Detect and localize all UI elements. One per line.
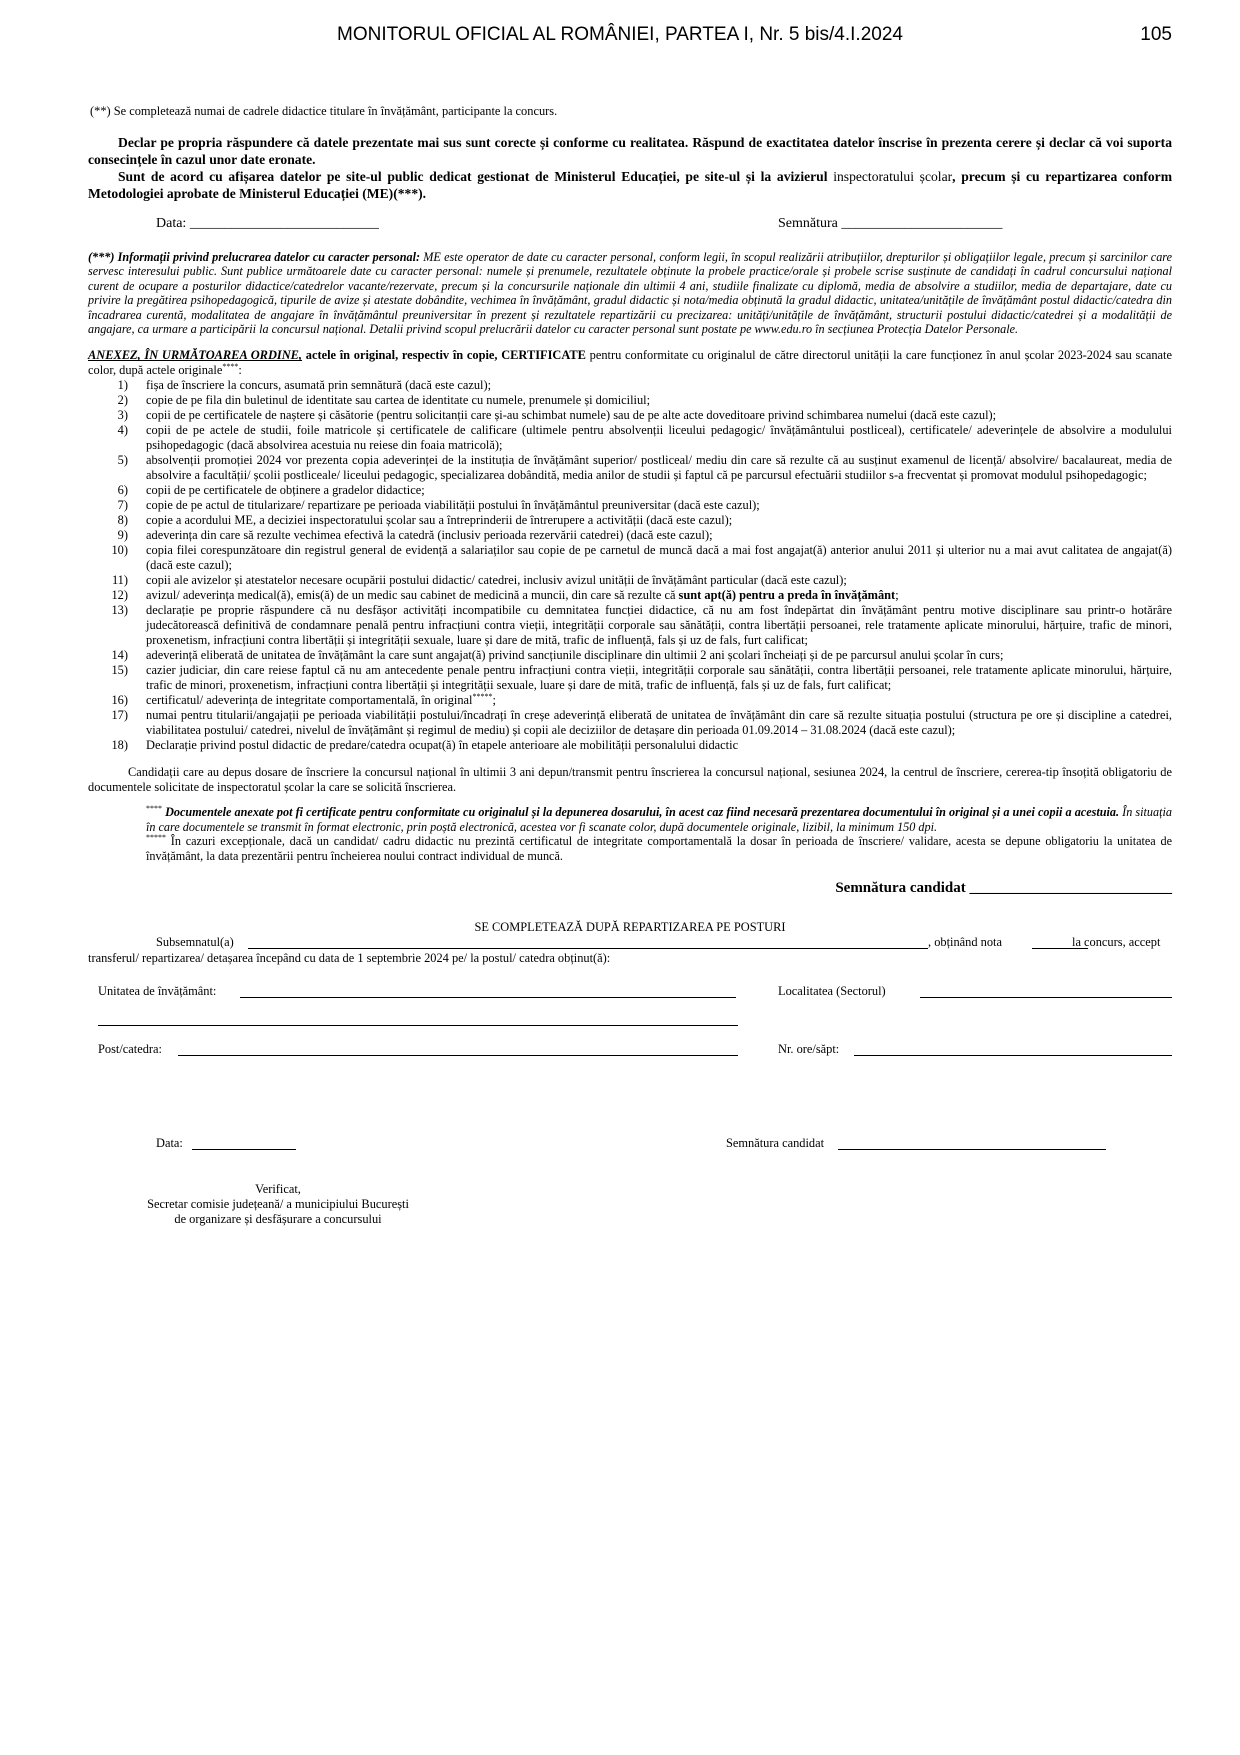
signature-field[interactable]: Semnătura _______________________ <box>778 216 1003 231</box>
annex-item <box>88 708 1172 738</box>
publication-title: MONITORUL OFICIAL AL ROMÂNIEI, PARTEA I, Nr. 5 bis/4.I.2024 <box>337 24 903 45</box>
gdpr-lead: (***) Informații privind prelucrarea datelor cu caracter personal: <box>88 250 421 264</box>
declaration-p2-a: Sunt de acord cu afișarea datelor pe site-ul public dedicat gestionat de Ministerul Educației, pe site-ul și la avizierul <box>118 169 828 184</box>
data-field[interactable] <box>192 1137 296 1150</box>
post-label: Post/catedra: <box>98 1042 162 1057</box>
annex-item-text: avizul/ adeverința medical(ă), emis(ă) de un medic sau cabinet de medicină a muncii, din care să rezulte că <box>146 588 679 603</box>
unitatea-field[interactable] <box>240 985 736 998</box>
annex-sup: **** <box>222 362 239 372</box>
annex-item-text: declarație pe proprie răspundere că nu desfășor activități incompatibile cu demnitatea funcției didactice, că nu am fost îndepărtat din învățământ pentru motive disciplinare sau printr-o hotărâre judecătorească definitivă de condamnare penală pentru infracțiuni contra vieții, integrității corporale sau sănătății, contra libertății persoanei, rele tratamente aplicate minorului, hărțuire, trafic de minori, proxenetism, infracțiuni contra libertății și integrității sexuale, luare și dare de mită, trafic de influență, fals și uz de fals, furt calificat; <box>146 603 1172 648</box>
annex-item-end: ; <box>895 588 899 603</box>
annex-item-number: 5) <box>117 453 128 468</box>
date-signature-row <box>88 216 1172 236</box>
annex-item <box>88 393 1172 408</box>
annex-item-number: 7) <box>117 498 128 513</box>
annex-text: pentru conformitate cu originalul de către directorul unității la care funcționez în anul școlar 2023-2024 sau scanate color, după actele originale <box>88 348 1172 378</box>
subsemnatul-field[interactable] <box>248 936 928 949</box>
annex-item-text: cazier judiciar, din care reiese faptul că nu am antecedente penale pentru infracțiuni contra vieții, integrității corporale sau sănătății, contra libertății persoanei, rele tratamente aplicate minorului, hărțuire, trafic de minori, proxenetism, infracțiuni contra libertății și integrității sexuale, luare și dare de mită, trafic de influență, fals și uz de fals, furt calificat; <box>146 663 1172 693</box>
annex-item-number: 14) <box>111 648 128 663</box>
unitatea-label: Unitatea de învățământ: <box>98 984 217 999</box>
note-4-text: În situația în care documentele se transmit în format electronic, prin poștă electronică, acestea vor fi scanate color, după documentele originale, lizibil, la minimum 150 dpi. <box>146 805 1172 834</box>
semn-field[interactable] <box>838 1137 1106 1150</box>
note-4-bold: Documentele anexate pot fi certificate pentru conformitate cu originalul și la depunerea dosarului, în acest caz fiind necesară prezentarea documentului în original și a unei copii a acestuia. <box>162 805 1120 820</box>
annex-item-text: adeverința din care să rezulte vechimea efectivă la catedră (inclusiv perioada rezervării catedrei) (dacă este cazul); <box>146 528 713 543</box>
nr-ore-label: Nr. ore/săpt: <box>778 1042 840 1057</box>
annex-item-sup: ***** <box>472 692 493 702</box>
post-field[interactable] <box>178 1043 738 1056</box>
gdpr-notice <box>88 250 1172 336</box>
declaration-p1: Declar pe propria răspundere că datele prezentate mai sus sunt corecte și conforme cu realitatea. Răspund de exactitatea datelor înscrise în prezenta cerere și declar că voi suporta consecințele în cazul unor date eronate. <box>88 135 1172 167</box>
annex-item-text: numai pentru titularii/angajații pe perioada viabilității postului/încadrați în creșe adeverință eliberată de unitatea de învățământ din care să rezulte situația postului (structura pe ore și discipline a catedrei, viabilitatea postului/ catedrei, nivelul de învățământ și regimul de mediu) și copii ale deciziilor de detașare din perioada 01.09.2014 – 31.08.2024 (dacă este cazul); <box>146 708 1172 738</box>
annex-intro <box>88 348 1172 378</box>
declaration-p2-c: , precum și cu repartizarea conform Metodologiei aprobate de Ministerul Educației (ME)(***). <box>88 169 1173 201</box>
annex-item-text: copii ale avizelor și atestatelor necesare ocupării postului didactic/ catedrei, inclusiv avizul unității de învățământ particular (dacă este cazul); <box>146 573 847 588</box>
secretar: Secretar comisie județeană/ a municipiului București <box>147 1197 409 1212</box>
annex-item <box>88 408 1172 423</box>
annex-item-text: copia filei corespunzătoare din registrul general de evidență a salariaților sau copie de pe carnetul de muncă dacă a mai fost angajat(ă) anterior anului 2011 și ulterior nu a mai avut calitatea de angajat(ă) (dacă este cazul); <box>146 543 1172 573</box>
annex-item <box>88 498 1172 513</box>
annex-item-text: Declarație privind postul didactic de predare/catedra ocupat(ă) în etapele anterioare ale mobilității personalului didactic <box>146 738 739 753</box>
data-label: Data: <box>156 1136 183 1151</box>
subsemnatul-row <box>88 935 1172 951</box>
annex-item-text: copie de pe actul de titularizare/ repartizare pe perioada viabilității postului în învățământul preuniversitar (dacă este cazul); <box>146 498 760 513</box>
annex-item-number: 17) <box>111 708 128 723</box>
annex-item <box>88 543 1172 573</box>
annex-item-text: copii de pe certificatele de obținere a gradelor didactice; <box>146 483 425 498</box>
candidate-signature[interactable]: Semnătura candidat ___________________________ <box>835 880 1172 897</box>
annex-item <box>88 663 1172 693</box>
post-row <box>88 1042 1172 1064</box>
annex-item-number: 12) <box>111 588 128 603</box>
annex-item-number: 13) <box>111 603 128 618</box>
annex-item <box>88 378 1172 393</box>
after-heading: SE COMPLETEAZĂ DUPĂ REPARTIZAREA PE POSTURI <box>474 920 786 935</box>
annex-item-number: 8) <box>117 513 128 528</box>
unitatea-row-2 <box>88 1012 1172 1034</box>
annex-item-number: 2) <box>117 393 128 408</box>
annex-item-number: 6) <box>117 483 128 498</box>
annex-item-text: copie a acordului ME, a deciziei inspectoratului școlar sau a întreprinderii de întrerupere a activității (dacă este cazul); <box>146 513 733 528</box>
verificat: Verificat, <box>255 1182 301 1197</box>
note-4-sup: **** <box>146 804 162 814</box>
annex-item-number: 9) <box>117 528 128 543</box>
page-header <box>0 24 1240 54</box>
annex-item-text: adeverință eliberată de unitatea de învățământ la care sunt angajat(ă) privind sancțiunile disciplinare din ultimii 2 ani școlari încheiați și de pe parcursul anului școlar în curs; <box>146 648 1004 663</box>
candidates-paragraph: Candidații care au depus dosare de înscriere la concursul național în ultimii 3 ani depun/transmit pentru înscrierea la concursul național, sesiunea 2024, la centrul de înscriere, cererea-tip însoțită obligatoriu de documentele solicitate de inspectoratul școlar la care se solicită înscrierea. <box>88 765 1172 795</box>
semn-label: Semnătura candidat <box>726 1136 825 1151</box>
annex-item-number: 18) <box>111 738 128 753</box>
footnote-top: (**) Se completează numai de cadrele didactice titulare în învățământ, participante la concurs. <box>90 104 558 118</box>
annex-lead-b: actele în original, respectiv în copie, CERTIFICATE <box>302 348 586 363</box>
annex-item <box>88 693 1172 708</box>
annex-item <box>88 528 1172 543</box>
annex-item-text: copii de pe certificatele de naștere și căsătorie (pentru solicitanții care și-au schimbat numele) sau de pe alte acte doveditoare privind schimbarea numelui (dacă este cazul); <box>146 408 997 423</box>
annex-item-text: copii de pe actele de studii, foile matricole și certificatele de calificare (ultimele pentru absolvenții liceului pedagogic/ învățământului postliceal), certificatele/ adeverințele de absolvire a modulului psihopedagogic (dacă absolvirea acestuia nu reiese din foaia matricolă); <box>146 423 1172 453</box>
annex-item <box>88 573 1172 588</box>
subsemnatul-label: Subsemnatul(a) <box>156 935 234 950</box>
unitatea-row <box>88 984 1172 1006</box>
annex-item <box>88 423 1172 453</box>
localitatea-field[interactable] <box>920 985 1172 998</box>
annex-item <box>88 483 1172 498</box>
annex-item <box>88 648 1172 663</box>
annex-item-text: copie de pe fila din buletinul de identitate sau cartea de identitate cu numele, prenumele și domiciliul; <box>146 393 651 408</box>
verification-block <box>88 1182 468 1227</box>
annex-item-text: absolvenții promoției 2024 vor prezenta copia adeverinței de la instituția de învățământ superior/ postliceal/ mediu din care să rezulte că au susținut examenul de licență/ absolvire/ bacalaureat, media de absolvire a facultății/ școlii postliceale/ liceului pedagogic, specializarea dobândită, media anilor de studii și faptul că pe parcursul efectuării studiilor s-a frecventat și promovat modulul psihopedagogic; <box>146 453 1172 483</box>
nr-ore-field[interactable] <box>854 1043 1172 1056</box>
annex-item-number: 4) <box>117 423 128 438</box>
data-semn-row <box>88 1136 1172 1158</box>
annex-item-number: 11) <box>111 573 128 588</box>
annex-end: : <box>238 363 242 378</box>
footnotes <box>88 805 1172 863</box>
organizare: de organizare și desfășurare a concursului <box>174 1212 382 1227</box>
annex-item <box>88 513 1172 528</box>
note-5 <box>146 834 1172 863</box>
annex-item-bold: sunt apt(ă) pentru a preda în învățământ <box>678 588 896 603</box>
date-field[interactable]: Data: ___________________________ <box>156 216 379 231</box>
declaration-p2 <box>88 168 1172 202</box>
annex-item-number: 16) <box>111 693 128 708</box>
declaration <box>88 134 1172 202</box>
declaration-p2-b: inspectoratului școlar <box>827 169 953 184</box>
form-page <box>88 104 1172 1227</box>
annex-item <box>88 588 1172 603</box>
annex-item-number: 10) <box>111 543 128 558</box>
note-5-text: În cazuri excepționale, dacă un candidat/ cadru didactic nu prezintă certificatul de integritate comportamentală la dosar în perioada de înscriere/ validare, acesta se depune obligatoriu la unitatea de învățământ, la data prezentării pentru încheierea noului contract individual de muncă. <box>146 834 1172 863</box>
annex-item-text: certificatul/ adeverința de integritate comportamentală, în original <box>146 693 473 708</box>
page-number: 105 <box>1140 24 1172 45</box>
annex-item-end: ; <box>492 693 496 708</box>
annex-list <box>88 378 1172 753</box>
annex-item-number: 3) <box>117 408 128 423</box>
annex-lead: ANEXEZ, ÎN URMĂTOAREA ORDINE, <box>88 348 303 363</box>
annex-item-text: fișa de înscriere la concurs, asumată prin semnătură (dacă este cazul); <box>146 378 492 393</box>
annex-item <box>88 603 1172 648</box>
localitatea-label: Localitatea (Sectorul) <box>778 984 886 999</box>
note-5-sup: ***** <box>146 833 166 843</box>
obtinand-label: , obținând nota <box>928 935 1002 950</box>
unitatea-field-2[interactable] <box>98 1013 738 1026</box>
la-concurs-label: la concurs, accept <box>1072 935 1161 950</box>
note-4 <box>146 805 1172 834</box>
gdpr-text: ME este operator de date cu caracter personal, conform legii, în scopul realizării atribuțiilor, drepturilor și obligațiilor legale, precum și sarcinilor care servesc interesului public. Sunt publice următoarele date cu caracter personal: numele și prenumele, rezultatele obținute la probele practice/orale și probele scrise susținute de candidați în cadrul concursului național curent de ocupare a posturilor didactice/catedrelor vacante/rezervate, precum și la concursurile naționale din ultimii 4 ani, studiile finalizate cu diplomă, media de absolvire a studiilor, media de departajare, date cu privire la pregătirea psihopedagogică, tipurile de avize și atestate dobândite, vechimea în învățământ, gradul didactic și nota/media obținută la gradul didactic, unitatea/unitățile de învățământ postul didactic/catedra din încadrarea curentă, modalitatea de angajare în învățământul preuniversitar în prezent și rezultatele repartizării cu precizarea: unități/unitățile de învățământ, structurii postului didactic/catedrei și a modalității de angajare, ca urmare a participării la concursul național. Detalii privind scopul prelucrării datelor cu caracter personal sunt postate pe www.edu.ro în secțiunea Protecția Datelor Personale. <box>88 250 1172 337</box>
transfer-line: transferul/ repartizarea/ detașarea începând cu data de 1 septembrie 2024 pe/ la postul/ catedra obținut(ă): <box>88 951 611 966</box>
annex-item-number: 1) <box>117 378 128 393</box>
annex-item <box>88 453 1172 483</box>
annex-item-number: 15) <box>111 663 128 678</box>
annex-item <box>88 738 1172 753</box>
